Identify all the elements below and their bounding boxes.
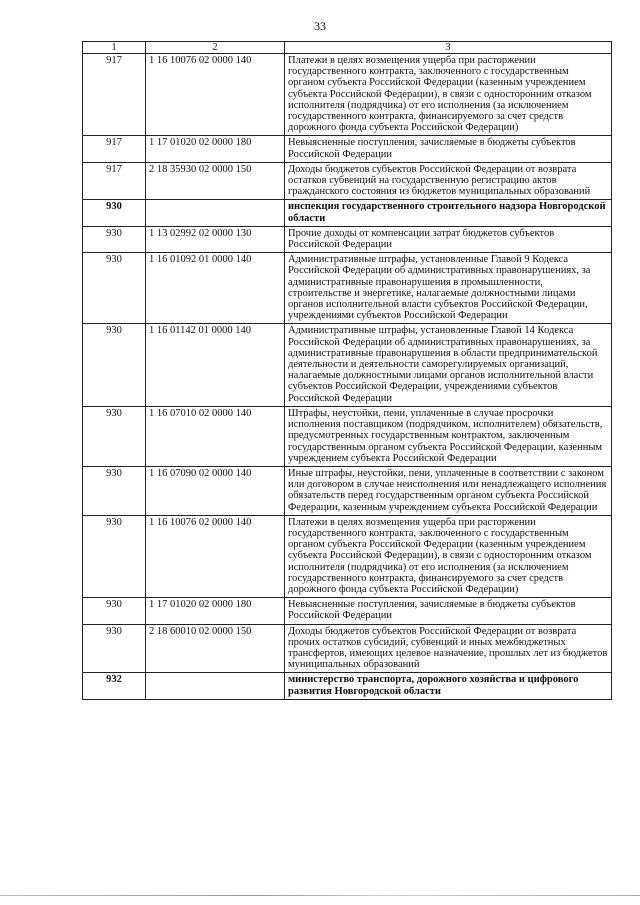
admin-code-cell: 930 xyxy=(83,324,146,406)
table-row xyxy=(83,54,612,136)
page-number: 33 xyxy=(314,19,326,33)
admin-code-cell: 930 xyxy=(83,226,146,252)
admin-code-cell: 930 xyxy=(83,598,146,624)
revenue-name-cell: Штрафы, неустойки, пени, уплаченные в случае просрочки исполнения поставщиком (подрядчиком, исполнителем) обязательств, предусмотренных государственным контрактом, заключенным государственным органом субъекта Российской Федерации, казенным учреждением субъекта Российской Федерации xyxy=(285,406,612,466)
table-row xyxy=(83,226,612,252)
revenue-name-cell: Платежи в целях возмещения ущерба при расторжении государственного контракта, заключенного с государственным органом субъекта Российской Федерации (казенным учреждением субъекта Российской Федерации), в связи с односторонним отказом исполнителя (подрядчика) от его исполнения (за исключением государственного контракта, финансируемого за счет средств дорожного фонда субъекта Российской Федерации) xyxy=(285,54,612,136)
admin-code-cell: 917 xyxy=(83,54,146,136)
admin-code-cell: 930 xyxy=(83,515,146,597)
header-col-3: 3 xyxy=(285,42,612,54)
revenue-name-cell: Платежи в целях возмещения ущерба при расторжении государственного контракта, заключенного с государственным органом субъекта Российской Федерации (казенным учреждением субъекта Российской Федерации), в связи с односторонним отказом исполнителя (подрядчика) от его исполнения (за исключением государственного контракта, финансируемого за счет средств дорожного фонда субъекта Российской Федерации) xyxy=(285,515,612,597)
budget-code-cell: 1 16 10076 02 0000 140 xyxy=(146,515,285,597)
admin-code-cell: 917 xyxy=(83,162,146,200)
budget-code-cell: 1 17 01020 02 0000 180 xyxy=(146,136,285,162)
admin-code-cell: 930 xyxy=(83,200,146,226)
table-body xyxy=(83,42,612,700)
table-group-row xyxy=(83,200,612,226)
table-row xyxy=(83,253,612,324)
table-row xyxy=(83,466,612,515)
admin-code-cell: 930 xyxy=(83,253,146,324)
revenue-name-cell: инспекция государственного строительного надзора Новгородской области xyxy=(285,200,612,226)
budget-code-cell xyxy=(146,200,285,226)
header-col-1: 1 xyxy=(83,42,146,54)
budget-code-cell: 1 16 10076 02 0000 140 xyxy=(146,54,285,136)
revenue-name-cell: Иные штрафы, неустойки, пени, уплаченные в соответствии с законом или договором в случае неисполнения или ненадлежащего исполнения обязательств перед государственным органом субъекта Российской Федерации, казенным учреждением субъекта Российской Федерации xyxy=(285,466,612,515)
admin-code-cell: 917 xyxy=(83,136,146,162)
budget-code-cell: 2 18 60010 02 0000 150 xyxy=(146,624,285,673)
scan-edge-line xyxy=(0,895,640,896)
table-row xyxy=(83,598,612,624)
admin-code-cell: 930 xyxy=(83,466,146,515)
revenue-name-cell: Невыясненные поступления, зачисляемые в бюджеты субъектов Российской Федерации xyxy=(285,598,612,624)
table-row xyxy=(83,406,612,466)
revenue-name-cell: министерство транспорта, дорожного хозяйства и цифрового развития Новгородской области xyxy=(285,673,612,699)
admin-code-cell: 930 xyxy=(83,406,146,466)
revenue-name-cell: Доходы бюджетов субъектов Российской Федерации от возврата остатков субвенций на государственную регистрацию актов гражданского состояния из бюджетов муниципальных образований xyxy=(285,162,612,200)
budget-code-cell: 1 17 01020 02 0000 180 xyxy=(146,598,285,624)
budget-code-cell: 1 13 02992 02 0000 130 xyxy=(146,226,285,252)
table-row xyxy=(83,136,612,162)
table-row xyxy=(83,515,612,597)
budget-code-cell: 1 16 07090 02 0000 140 xyxy=(146,466,285,515)
revenue-name-cell: Доходы бюджетов субъектов Российской Федерации от возврата прочих остатков субсидий, субвенций и иных межбюджетных трансфертов, имеющих целевое назначение, прошлых лет из бюджетов муниципальных образований xyxy=(285,624,612,673)
budget-code-cell xyxy=(146,673,285,699)
budget-code-cell: 1 16 01092 01 0000 140 xyxy=(146,253,285,324)
table-row xyxy=(83,624,612,673)
table-row xyxy=(83,162,612,200)
admin-code-cell: 932 xyxy=(83,673,146,699)
revenue-name-cell: Прочие доходы от компенсации затрат бюджетов субъектов Российской Федерации xyxy=(285,226,612,252)
revenue-name-cell: Административные штрафы, установленные Главой 14 Кодекса Российской Федерации об административных правонарушениях, за административные правонарушения в области предпринимательской деятельности и деятельности саморегулируемых организаций, налагаемые должностными лицами органов исполнительной власти субъектов Российской Федерации, учреждениями субъектов Российской Федерации xyxy=(285,324,612,406)
header-col-2: 2 xyxy=(146,42,285,54)
table-header-row xyxy=(83,42,612,54)
table-group-row xyxy=(83,673,612,699)
table-row xyxy=(83,324,612,406)
budget-code-cell: 1 16 07010 02 0000 140 xyxy=(146,406,285,466)
revenue-name-cell: Административные штрафы, установленные Главой 9 Кодекса Российской Федерации об административных правонарушениях, за административные правонарушения в промышленности, строительстве и энергетике, налагаемые должностными лицами органов исполнительной власти субъектов Российской Федерации, учреждениями субъектов Российской Федерации xyxy=(285,253,612,324)
budget-code-cell: 2 18 35930 02 0000 150 xyxy=(146,162,285,200)
admin-code-cell: 930 xyxy=(83,624,146,673)
budget-code-cell: 1 16 01142 01 0000 140 xyxy=(146,324,285,406)
revenue-name-cell: Невыясненные поступления, зачисляемые в бюджеты субъектов Российской Федерации xyxy=(285,136,612,162)
revenue-codes-table xyxy=(82,41,612,700)
